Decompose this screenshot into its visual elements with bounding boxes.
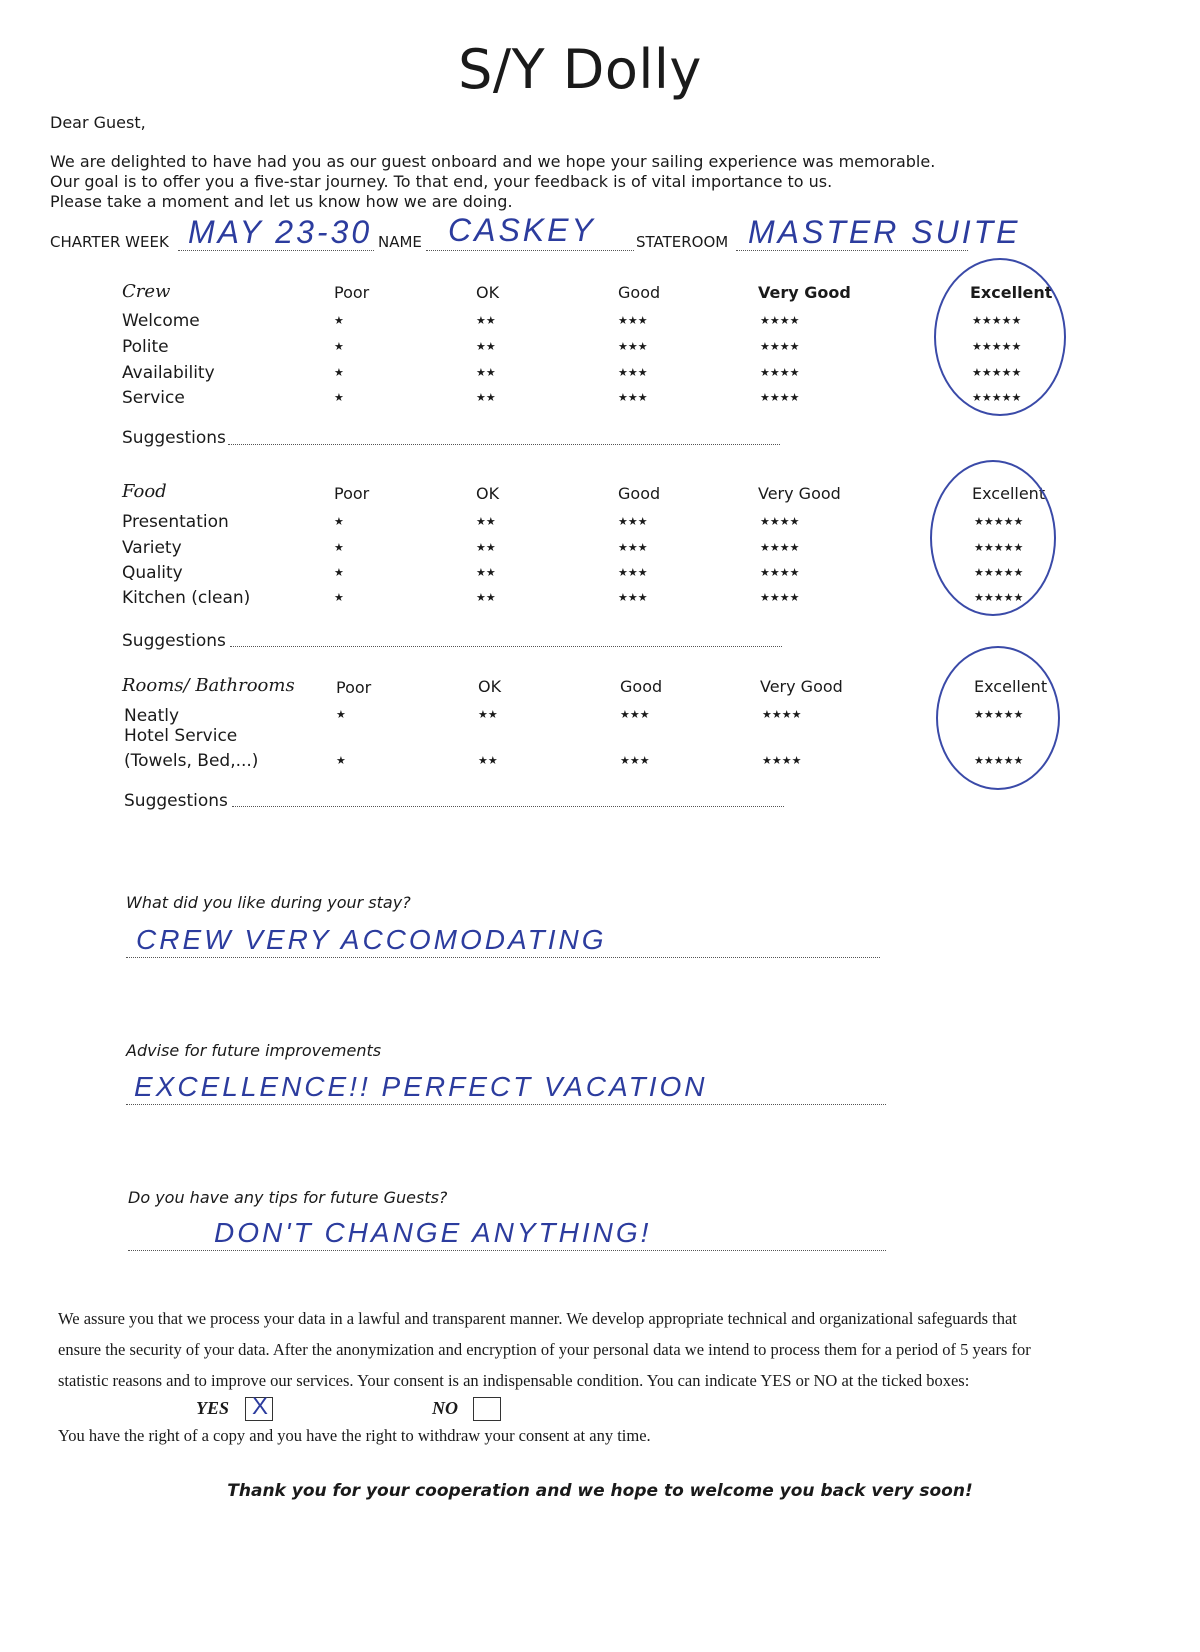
- intro-line-3: Please take a moment and let us know how we are doing.: [50, 192, 513, 211]
- rating-option-excellent[interactable]: ★★★★★: [974, 708, 1024, 721]
- suggestions-label-crew: Suggestions: [122, 428, 226, 448]
- row-label-towels-bed: (Towels, Bed,...): [124, 751, 259, 771]
- rating-option-poor[interactable]: ★: [334, 566, 344, 579]
- intro-line-1: We are delighted to have had you as our guest onboard and we hope your sailing experience was memorable.: [50, 152, 936, 171]
- name-label: NAME: [378, 233, 422, 251]
- rating-option-ok[interactable]: ★★: [478, 754, 498, 767]
- rating-option-very-good[interactable]: ★★★★: [760, 366, 800, 379]
- row-label-variety: Variety: [122, 538, 182, 558]
- selection-circle-food: [930, 460, 1056, 616]
- stateroom-label: STATEROOM: [636, 233, 729, 251]
- answer-line-improvements: [126, 1104, 886, 1105]
- suggestions-field-food[interactable]: [230, 646, 782, 647]
- row-label-polite: Polite: [122, 337, 169, 357]
- rating-option-excellent[interactable]: ★★★★★: [972, 391, 1022, 404]
- col-head-very-good: Very Good: [758, 283, 851, 302]
- charter-week-label: CHARTER WEEK: [50, 233, 169, 251]
- page-title: S/Y Dolly: [458, 38, 702, 101]
- consent-yes-label: YES: [196, 1398, 230, 1418]
- rating-option-poor[interactable]: ★: [334, 391, 344, 404]
- suggestions-label-food: Suggestions: [122, 631, 226, 651]
- rating-option-good[interactable]: ★★★: [618, 366, 648, 379]
- rating-option-very-good[interactable]: ★★★★: [760, 566, 800, 579]
- rating-option-good[interactable]: ★★★: [618, 566, 648, 579]
- selection-circle-rooms: [936, 646, 1060, 790]
- col-head-very-good: Very Good: [760, 677, 843, 696]
- rating-option-ok[interactable]: ★★: [476, 314, 496, 327]
- rating-option-ok[interactable]: ★★: [476, 366, 496, 379]
- charter-week-field[interactable]: MAY 23-30: [188, 214, 373, 250]
- rating-option-ok[interactable]: ★★: [476, 566, 496, 579]
- rating-option-poor[interactable]: ★: [334, 515, 344, 528]
- greeting: Dear Guest,: [50, 113, 146, 132]
- rating-option-very-good[interactable]: ★★★★: [760, 340, 800, 353]
- closing-message: Thank you for your cooperation and we hope to welcome you back very soon!: [227, 1481, 973, 1501]
- row-label-availability: Availability: [122, 363, 215, 383]
- consent-rights-text: You have the right of a copy and you have the right to withdraw your consent at any time.: [58, 1426, 651, 1445]
- question-label-liked: What did you like during your stay?: [126, 893, 411, 912]
- rating-option-good[interactable]: ★★★: [620, 708, 650, 721]
- consent-text-line-3: statistic reasons and to improve our services. Your consent is an indispensable condition. You can indicate YES or NO at the ticked boxes:: [58, 1371, 970, 1390]
- rating-option-ok[interactable]: ★★: [476, 541, 496, 554]
- rating-option-very-good[interactable]: ★★★★: [760, 314, 800, 327]
- answer-line-liked: [126, 957, 880, 958]
- rating-option-good[interactable]: ★★★: [618, 515, 648, 528]
- rating-option-ok[interactable]: ★★: [476, 340, 496, 353]
- section-title-rooms: Rooms/ Bathrooms: [122, 675, 295, 696]
- rating-option-excellent[interactable]: ★★★★★: [974, 541, 1024, 554]
- rating-option-ok[interactable]: ★★: [476, 515, 496, 528]
- rating-option-ok[interactable]: ★★: [476, 591, 496, 604]
- name-line: [426, 250, 634, 251]
- row-label-service: Service: [122, 388, 185, 408]
- consent-yes-checkbox[interactable]: [245, 1393, 273, 1421]
- rating-option-very-good[interactable]: ★★★★: [760, 391, 800, 404]
- intro-line-2: Our goal is to offer you a five-star journey. To that end, your feedback is of vital importance to us.: [50, 172, 833, 191]
- rating-option-poor[interactable]: ★: [334, 541, 344, 554]
- suggestions-label-rooms: Suggestions: [124, 791, 228, 811]
- rating-option-very-good[interactable]: ★★★★: [762, 708, 802, 721]
- rating-option-good[interactable]: ★★★: [618, 340, 648, 353]
- rating-option-poor[interactable]: ★: [334, 340, 344, 353]
- rating-option-poor[interactable]: ★: [334, 591, 344, 604]
- rating-option-very-good[interactable]: ★★★★: [760, 591, 800, 604]
- consent-text-line-1: We assure you that we process your data in a lawful and transparent manner. We develop appropriate technical and organizational safeguards that: [58, 1309, 1017, 1328]
- col-head-excellent: Excellent: [972, 484, 1046, 503]
- section-title-crew: Crew: [122, 281, 171, 302]
- row-label-quality: Quality: [122, 563, 183, 583]
- suggestions-field-crew[interactable]: [228, 444, 780, 445]
- row-label-neatly: Neatly: [124, 706, 180, 726]
- name-field[interactable]: CASKEY: [448, 212, 596, 248]
- section-title-food: Food: [122, 481, 167, 502]
- col-head-good: Good: [618, 283, 661, 302]
- stateroom-field[interactable]: MASTER SUITE: [748, 214, 1021, 250]
- rating-option-poor[interactable]: ★: [336, 708, 346, 721]
- answer-field-liked[interactable]: CREW VERY ACCOMODATING: [136, 924, 607, 955]
- rating-option-ok[interactable]: ★★: [478, 708, 498, 721]
- col-head-poor: Poor: [334, 484, 370, 503]
- col-head-poor: Poor: [334, 283, 370, 302]
- row-label-presentation: Presentation: [122, 512, 229, 532]
- rating-option-excellent[interactable]: ★★★★★: [974, 591, 1024, 604]
- rating-option-good[interactable]: ★★★: [618, 391, 648, 404]
- rating-option-good[interactable]: ★★★: [618, 591, 648, 604]
- answer-field-improvements[interactable]: EXCELLENCE!! PERFECT VACATION: [134, 1071, 708, 1102]
- col-head-good: Good: [618, 484, 661, 503]
- answer-line-tips: [128, 1250, 886, 1251]
- rating-option-ok[interactable]: ★★: [476, 391, 496, 404]
- col-head-ok: OK: [476, 484, 500, 503]
- rating-option-poor[interactable]: ★: [334, 314, 344, 327]
- row-label-welcome: Welcome: [122, 311, 200, 331]
- selection-circle-crew: [934, 258, 1066, 416]
- rating-option-very-good[interactable]: ★★★★: [760, 515, 800, 528]
- checkbox-mark: X: [252, 1393, 269, 1420]
- rating-option-good[interactable]: ★★★: [618, 541, 648, 554]
- rating-option-excellent[interactable]: ★★★★★: [972, 366, 1022, 379]
- rating-option-very-good[interactable]: ★★★★: [762, 754, 802, 767]
- col-head-excellent: Excellent: [970, 283, 1053, 302]
- row-label-kitchen: Kitchen (clean): [122, 588, 251, 608]
- col-head-good: Good: [620, 677, 663, 696]
- rating-option-good[interactable]: ★★★: [620, 754, 650, 767]
- rating-option-excellent[interactable]: ★★★★★: [972, 314, 1022, 327]
- rating-option-poor[interactable]: ★: [334, 366, 344, 379]
- rating-option-excellent[interactable]: ★★★★★: [974, 754, 1024, 767]
- answer-field-tips[interactable]: DON'T CHANGE ANYTHING!: [214, 1217, 652, 1248]
- question-label-improvements: Advise for future improvements: [126, 1041, 382, 1060]
- rating-option-excellent[interactable]: ★★★★★: [972, 340, 1022, 353]
- rating-option-very-good[interactable]: ★★★★: [760, 541, 800, 554]
- rating-option-excellent[interactable]: ★★★★★: [974, 566, 1024, 579]
- col-head-ok: OK: [478, 677, 502, 696]
- rating-option-good[interactable]: ★★★: [618, 314, 648, 327]
- col-head-ok: OK: [476, 283, 500, 302]
- consent-text-line-2: ensure the security of your data. After the anonymization and encryption of your personal data we intend to process them for a period of 5 years for: [58, 1340, 1031, 1359]
- row-label-hotel-service: Hotel Service: [124, 726, 238, 746]
- col-head-very-good: Very Good: [758, 484, 841, 503]
- consent-no-checkbox[interactable]: [473, 1397, 501, 1421]
- rating-option-excellent[interactable]: ★★★★★: [974, 515, 1024, 528]
- col-head-excellent: Excellent: [974, 677, 1048, 696]
- consent-no-label: NO: [432, 1398, 458, 1418]
- col-head-poor: Poor: [336, 678, 372, 697]
- question-label-tips: Do you have any tips for future Guests?: [128, 1188, 448, 1207]
- suggestions-field-rooms[interactable]: [232, 806, 784, 807]
- rating-option-poor[interactable]: ★: [336, 754, 346, 767]
